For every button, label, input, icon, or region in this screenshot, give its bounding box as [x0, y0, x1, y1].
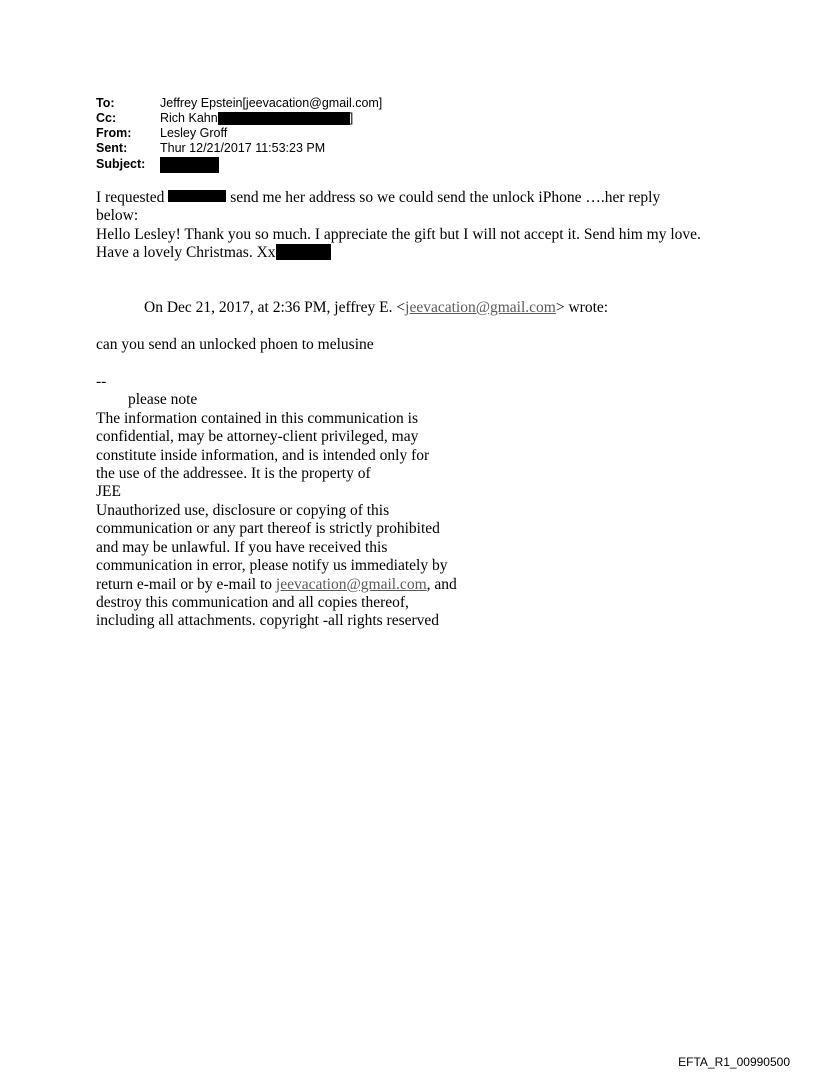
- disclaimer-line: communication or any part thereof is strictly prohibited: [96, 520, 440, 537]
- redaction-block: [218, 112, 350, 125]
- body-line-2: below:: [96, 207, 139, 224]
- disclaimer-line: JEE: [96, 483, 121, 500]
- document-id: EFTA_R1_00990500: [678, 1055, 790, 1069]
- to-value: Jeffrey Epstein[jeevacation@gmail.com]: [160, 96, 383, 110]
- disclaimer-line: the use of the addressee. It is the property of: [96, 465, 371, 482]
- quote-prefix: On Dec 21, 2017, at 2:36 PM, jeffrey E. <: [144, 299, 406, 316]
- signature-note: please note: [128, 391, 198, 408]
- disclaimer-line: confidential, may be attorney-client privileged, may: [96, 428, 419, 445]
- disclaimer-line: and may be unlawful. If you have received this: [96, 539, 388, 556]
- signature-dash: --: [96, 373, 107, 390]
- from-value: Lesley Groff: [160, 126, 228, 140]
- quote-header: [144, 299, 608, 317]
- sent-label: Sent:: [96, 141, 128, 155]
- body-line-4: [96, 244, 331, 262]
- email-link[interactable]: jeevacation@gmail.com: [275, 576, 427, 593]
- cc-end: ]: [349, 111, 354, 125]
- body-text: I requested: [96, 189, 165, 206]
- from-label: From:: [96, 126, 132, 140]
- cc-value: [160, 111, 353, 126]
- to-label: To:: [96, 96, 115, 110]
- quoted-message: can you send an unlocked phoen to melusine: [96, 336, 374, 353]
- disclaimer-line: Unauthorized use, disclosure or copying of this: [96, 502, 390, 519]
- disclaimer-line: communication in error, please notify us immediately by: [96, 557, 448, 574]
- sent-value: Thur 12/21/2017 11:53:23 PM: [160, 141, 326, 155]
- cc-label: Cc:: [96, 111, 117, 125]
- disclaimer-line: constitute inside information, and is intended only for: [96, 447, 430, 464]
- email-link[interactable]: jeevacation@gmail.com: [405, 299, 556, 316]
- disclaimer-line: [96, 576, 457, 594]
- body-line-3: Hello Lesley! Thank you so much. I appreciate the gift but I will not accept it. Send him my love.: [96, 226, 701, 243]
- body-text: Have a lovely Christmas. Xx: [96, 244, 276, 261]
- disclaimer-line: destroy this communication and all copies thereof,: [96, 594, 409, 611]
- redaction-block: [168, 190, 226, 202]
- subject-label: Subject:: [96, 157, 146, 171]
- body-line-1: [96, 189, 660, 207]
- redaction-block: [160, 157, 219, 173]
- body-text: send me her address so we could send the unlock iPhone ….her reply: [230, 189, 661, 206]
- disclaimer-line: The information contained in this communication is: [96, 410, 418, 427]
- disclaimer-text: return e-mail or by e-mail to: [96, 576, 276, 593]
- disclaimer-text: , and: [426, 576, 457, 593]
- disclaimer-line: including all attachments. copyright -all rights reserved: [96, 612, 440, 629]
- quote-suffix: > wrote:: [555, 299, 609, 316]
- redaction-block: [276, 244, 331, 260]
- cc-name: Rich Kahn: [160, 111, 218, 125]
- subject-value: [160, 157, 219, 174]
